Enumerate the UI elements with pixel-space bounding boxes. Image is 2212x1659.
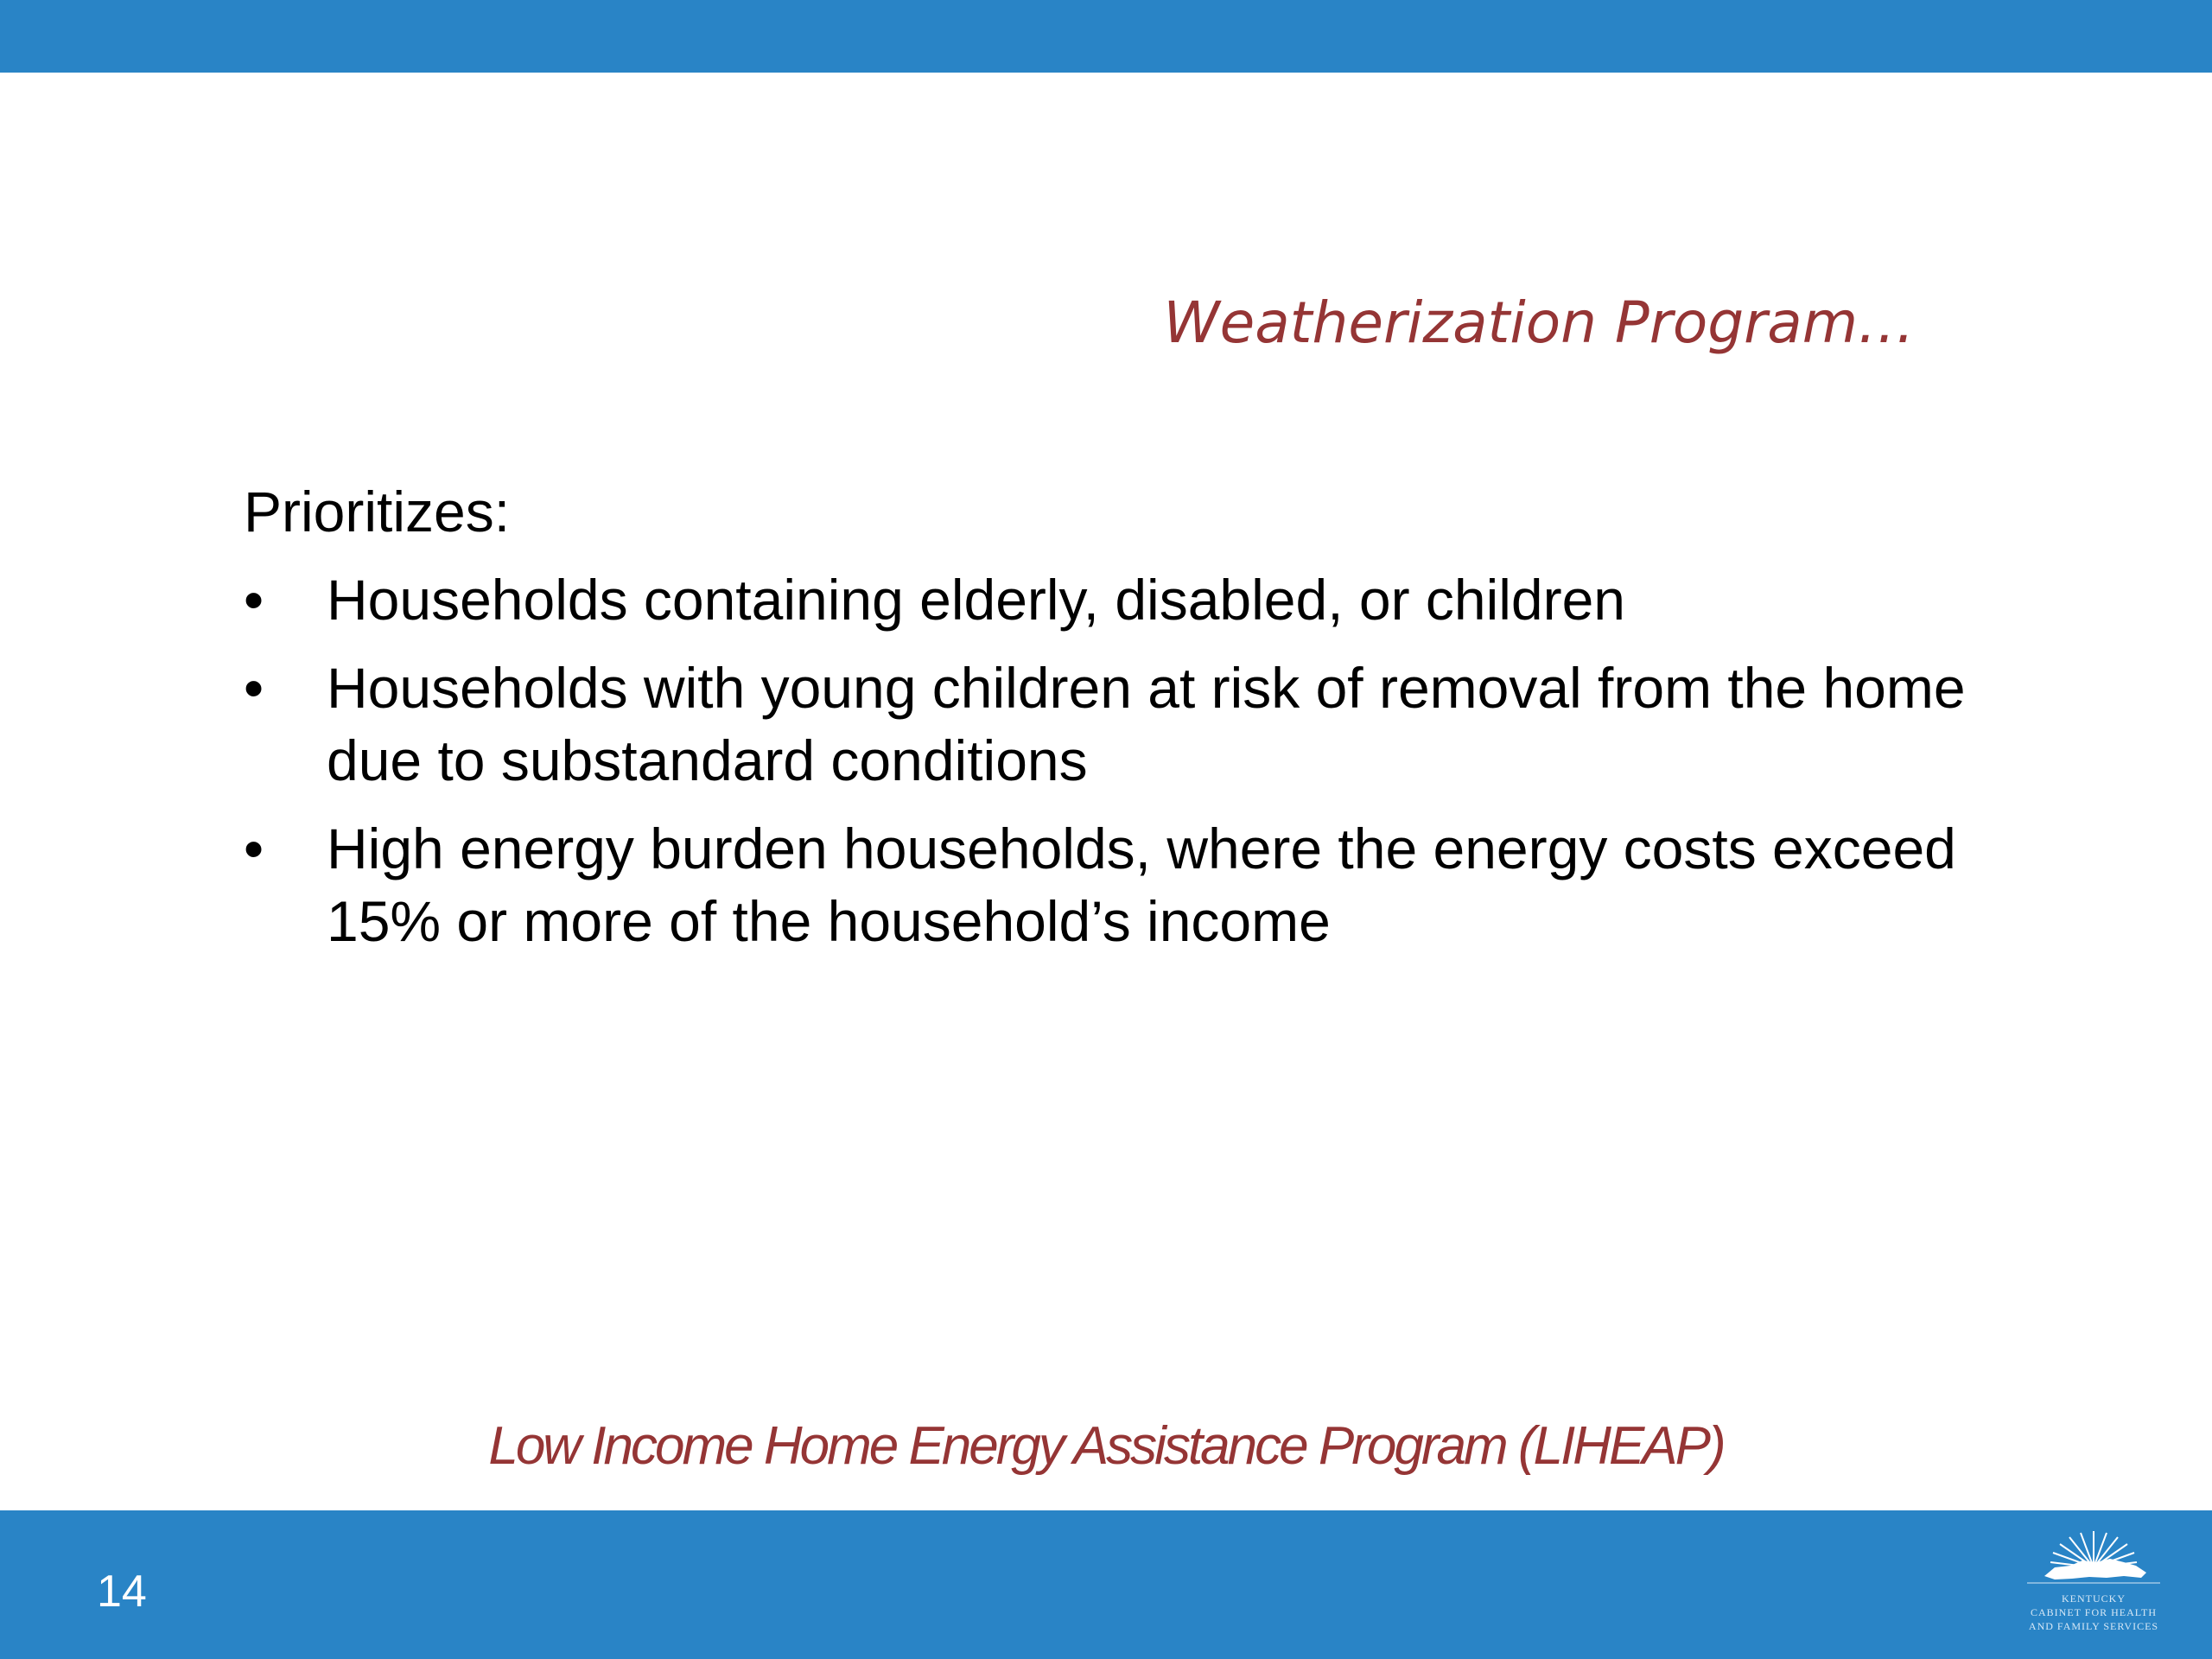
prioritizes-label: Prioritizes: <box>244 480 511 543</box>
kentucky-sunrise-icon <box>2003 1519 2184 1592</box>
list-item-text: Households containing elderly, disabled, or children <box>327 568 1626 632</box>
list-item-text: Households with young children at risk of removal from the home due to substandard conditions <box>327 656 1966 792</box>
slide-body <box>244 475 1972 973</box>
program-name-footer: Low Income Home Energy Assistance Program (LIHEAP) <box>488 1416 1724 1476</box>
list-item <box>244 652 1972 797</box>
cabinet-logo <box>2003 1519 2184 1649</box>
list-item <box>244 563 1972 636</box>
list-item <box>244 812 1972 957</box>
logo-text: KENTUCKY CABINET FOR HEALTH AND FAMILY SERVICES <box>2028 1592 2159 1632</box>
bullet-icon: • <box>244 817 264 880</box>
list-item-text: High energy burden households, where the energy costs exceed 15% or more of the household’s income <box>327 817 1956 953</box>
bottom-footer-bar <box>0 1510 2212 1659</box>
priority-list <box>244 563 1972 957</box>
slide-title: Weatherization Program… <box>1163 289 1915 356</box>
bullet-icon: • <box>244 568 264 632</box>
bullet-icon: • <box>244 656 264 720</box>
top-header-bar <box>0 0 2212 73</box>
page-number: 14 <box>97 1567 147 1617</box>
